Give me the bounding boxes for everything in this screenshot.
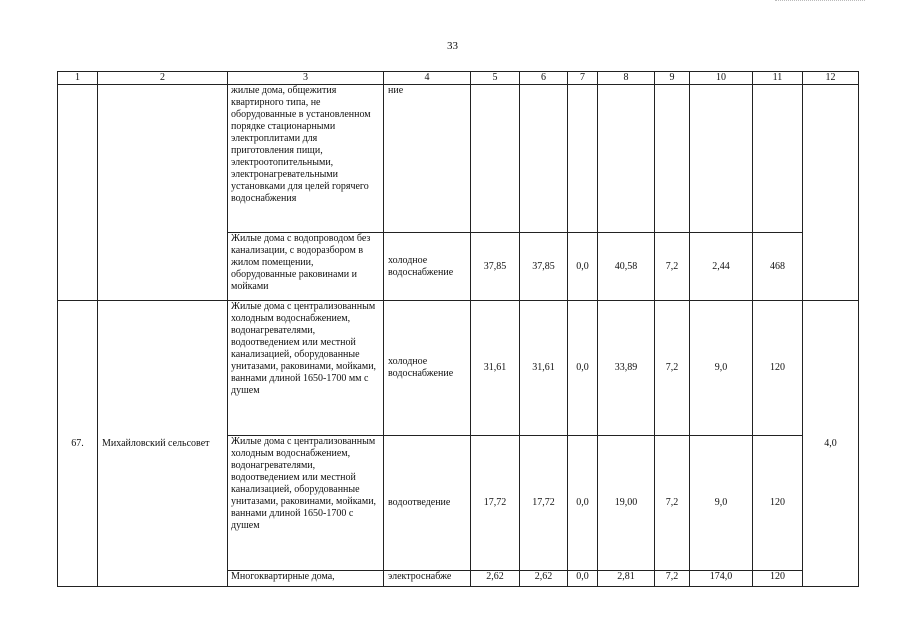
value-cell	[655, 85, 690, 233]
value-cell: 37,85	[471, 233, 520, 301]
column-header: 9	[655, 72, 690, 85]
value-cell: 174,0	[690, 571, 753, 587]
service-type: водоотведение	[384, 436, 471, 571]
value-cell: 40,58	[598, 233, 655, 301]
group-value: 4,0	[803, 301, 859, 587]
housing-category: Жилые дома с централизованным холодным водоснабжением, водонагревателями, водоотведением или местной канализацией, оборудованные унитазами, раковинами, мойками, ваннами длиной 1650-1700 с душем	[228, 436, 384, 571]
page-number: 33	[447, 40, 458, 52]
column-header: 5	[471, 72, 520, 85]
column-header: 12	[803, 72, 859, 85]
column-header: 11	[753, 72, 803, 85]
housing-category: жилые дома, общежития квартирного типа, не оборудованные в установленном порядке стационарными электроплитами для приготовления пищи, электроотопительными, электронагревательными установками для целей горячего водоснабжения	[228, 85, 384, 233]
value-cell: 0,0	[568, 233, 598, 301]
service-type: холодное водоснабжение	[384, 301, 471, 436]
column-header: 10	[690, 72, 753, 85]
value-cell	[471, 85, 520, 233]
housing-category: Многоквартирные дома,	[228, 571, 384, 587]
housing-category: Жилые дома с централизованным холодным водоснабжением, водонагревателями, водоотведением или местной канализацией, оборудованные унитазами, раковинами, мойками, ваннами длиной 1650-1700 мм с душем	[228, 301, 384, 436]
column-header: 6	[520, 72, 568, 85]
value-cell: 2,44	[690, 233, 753, 301]
row-number-cell	[58, 85, 98, 301]
group-value-cell-prev	[803, 85, 859, 301]
value-cell: 0,0	[568, 436, 598, 571]
value-cell: 120	[753, 301, 803, 436]
value-cell: 37,85	[520, 233, 568, 301]
value-cell: 468	[753, 233, 803, 301]
value-cell: 7,2	[655, 301, 690, 436]
column-header: 8	[598, 72, 655, 85]
value-cell	[598, 85, 655, 233]
column-header: 3	[228, 72, 384, 85]
value-cell: 120	[753, 571, 803, 587]
column-number-row	[58, 72, 859, 85]
value-cell: 7,2	[655, 571, 690, 587]
service-type: электроснабже	[384, 571, 471, 587]
value-cell: 31,61	[471, 301, 520, 436]
column-header: 4	[384, 72, 471, 85]
value-cell: 2,62	[471, 571, 520, 587]
settlement-name: Михайловский сельсовет	[98, 301, 228, 587]
tariff-table	[57, 71, 859, 587]
column-header: 7	[568, 72, 598, 85]
service-type: ние	[384, 85, 471, 233]
value-cell: 9,0	[690, 301, 753, 436]
settlement-cell	[98, 85, 228, 301]
scan-artifact	[775, 0, 865, 3]
table-row	[58, 85, 859, 233]
value-cell: 2,62	[520, 571, 568, 587]
value-cell: 17,72	[520, 436, 568, 571]
value-cell: 2,81	[598, 571, 655, 587]
row-number: 67.	[58, 301, 98, 587]
value-cell	[520, 85, 568, 233]
value-cell: 7,2	[655, 436, 690, 571]
value-cell	[690, 85, 753, 233]
housing-category: Жилые дома с водопроводом без канализации, с водоразбором в жилом помещении, оборудованные раковинами и мойками	[228, 233, 384, 301]
value-cell: 120	[753, 436, 803, 571]
column-header: 2	[98, 72, 228, 85]
value-cell: 17,72	[471, 436, 520, 571]
value-cell: 19,00	[598, 436, 655, 571]
column-header: 1	[58, 72, 98, 85]
value-cell: 7,2	[655, 233, 690, 301]
value-cell: 0,0	[568, 571, 598, 587]
value-cell: 31,61	[520, 301, 568, 436]
value-cell	[753, 85, 803, 233]
table-row	[58, 301, 859, 436]
value-cell	[568, 85, 598, 233]
service-type: холодное водоснабжение	[384, 233, 471, 301]
value-cell: 33,89	[598, 301, 655, 436]
value-cell: 9,0	[690, 436, 753, 571]
value-cell: 0,0	[568, 301, 598, 436]
